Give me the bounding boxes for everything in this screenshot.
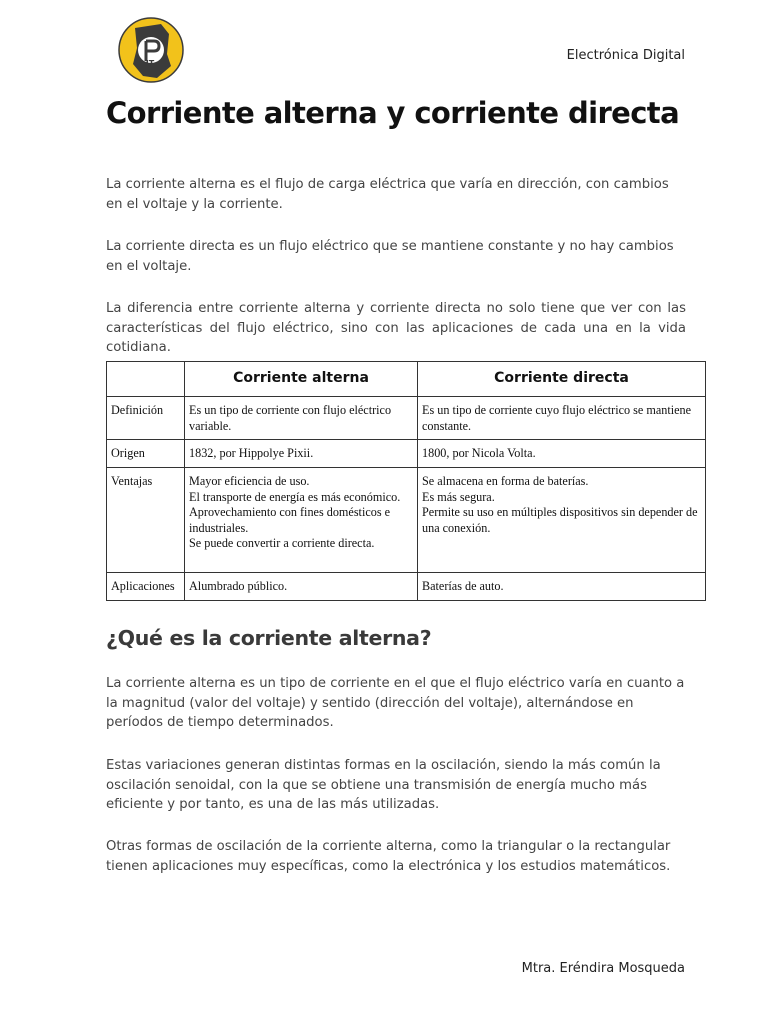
- section-paragraph-3: Otras formas de oscilación de la corriente alterna, como la triangular o la rectangular tienen aplicaciones muy específicas, como la electrónica y los estudios matemáticos.: [106, 839, 671, 874]
- cell-line: Se puede convertir a corriente directa.: [189, 536, 375, 551]
- row-label: Origen: [107, 440, 185, 468]
- table-header-dc: Corriente directa: [418, 362, 706, 397]
- cell-ac: Es un tipo de corriente con flujo eléctrico variable.: [185, 397, 418, 440]
- section-heading: ¿Qué es la corriente alterna?: [106, 626, 432, 650]
- table-row: [107, 397, 706, 440]
- cell-dc: [418, 468, 706, 573]
- author-footer: Mtra. Eréndira Mosqueda: [521, 961, 685, 976]
- cell-dc: Es un tipo de corriente cuyo flujo eléctrico se mantiene constante.: [418, 397, 706, 440]
- page-title: Corriente alterna y corriente directa: [106, 96, 680, 130]
- intro-paragraph-2: La corriente directa es un flujo eléctrico que se mantiene constante y no hay cambios en el voltaje.: [106, 239, 674, 274]
- comparison-table: [106, 361, 706, 601]
- intro-paragraph-1: La corriente alterna es el flujo de carga eléctrica que varía en dirección, con cambios en el voltaje y la corriente.: [106, 177, 669, 212]
- cell-line: Es más segura.: [422, 489, 495, 504]
- cell-dc: Baterías de auto.: [418, 573, 706, 601]
- section-paragraph-1: La corriente alterna es un tipo de corriente en el que el flujo eléctrico varía en cuanto a la magnitud (valor del voltaje) y sentido (dirección del voltaje), alternándose en períodos de tiempo determinados.: [106, 676, 685, 731]
- institute-logo: [117, 14, 185, 86]
- cell-line: Permite su uso en múltiples dispositivos sin depender de una conexión.: [422, 505, 698, 535]
- row-label: Aplicaciones: [107, 573, 185, 601]
- section-paragraph-2: Estas variaciones generan distintas formas en la oscilación, siendo la más común la oscilación senoidal, con la que se obtiene una transmisión de energía mucho más eficiente y por tanto, es una de las más utilizadas.: [106, 758, 661, 813]
- intro-paragraph-3: La diferencia entre corriente alterna y corriente directa no solo tiene que ver con las características del flujo eléctrico, sino con las aplicaciones de cada una en la vida cotidiana.: [106, 301, 686, 356]
- cell-ac: [185, 468, 418, 573]
- row-label: Ventajas: [107, 468, 185, 573]
- table-header-ac: Corriente alterna: [185, 362, 418, 397]
- logo-letters: IT: [145, 59, 155, 68]
- cell-line: Se almacena en forma de baterías.: [422, 474, 589, 488]
- cell-line: Mayor eficiencia de uso.: [189, 474, 310, 488]
- table-row: [107, 468, 706, 573]
- table-header-empty: [107, 362, 185, 397]
- cell-ac: 1832, por Hippolye Pixii.: [185, 440, 418, 468]
- cell-dc: 1800, por Nicola Volta.: [418, 440, 706, 468]
- cell-line: El transporte de energía es más económico.: [189, 489, 401, 504]
- table-row: [107, 440, 706, 468]
- cell-ac: Alumbrado público.: [185, 573, 418, 601]
- cell-line: Aprovechamiento con fines domésticos e industriales.: [189, 505, 391, 535]
- table-row: [107, 573, 706, 601]
- table-header-row: [107, 362, 706, 397]
- row-label: Definición: [107, 397, 185, 440]
- subject-label: Electrónica Digital: [566, 48, 685, 63]
